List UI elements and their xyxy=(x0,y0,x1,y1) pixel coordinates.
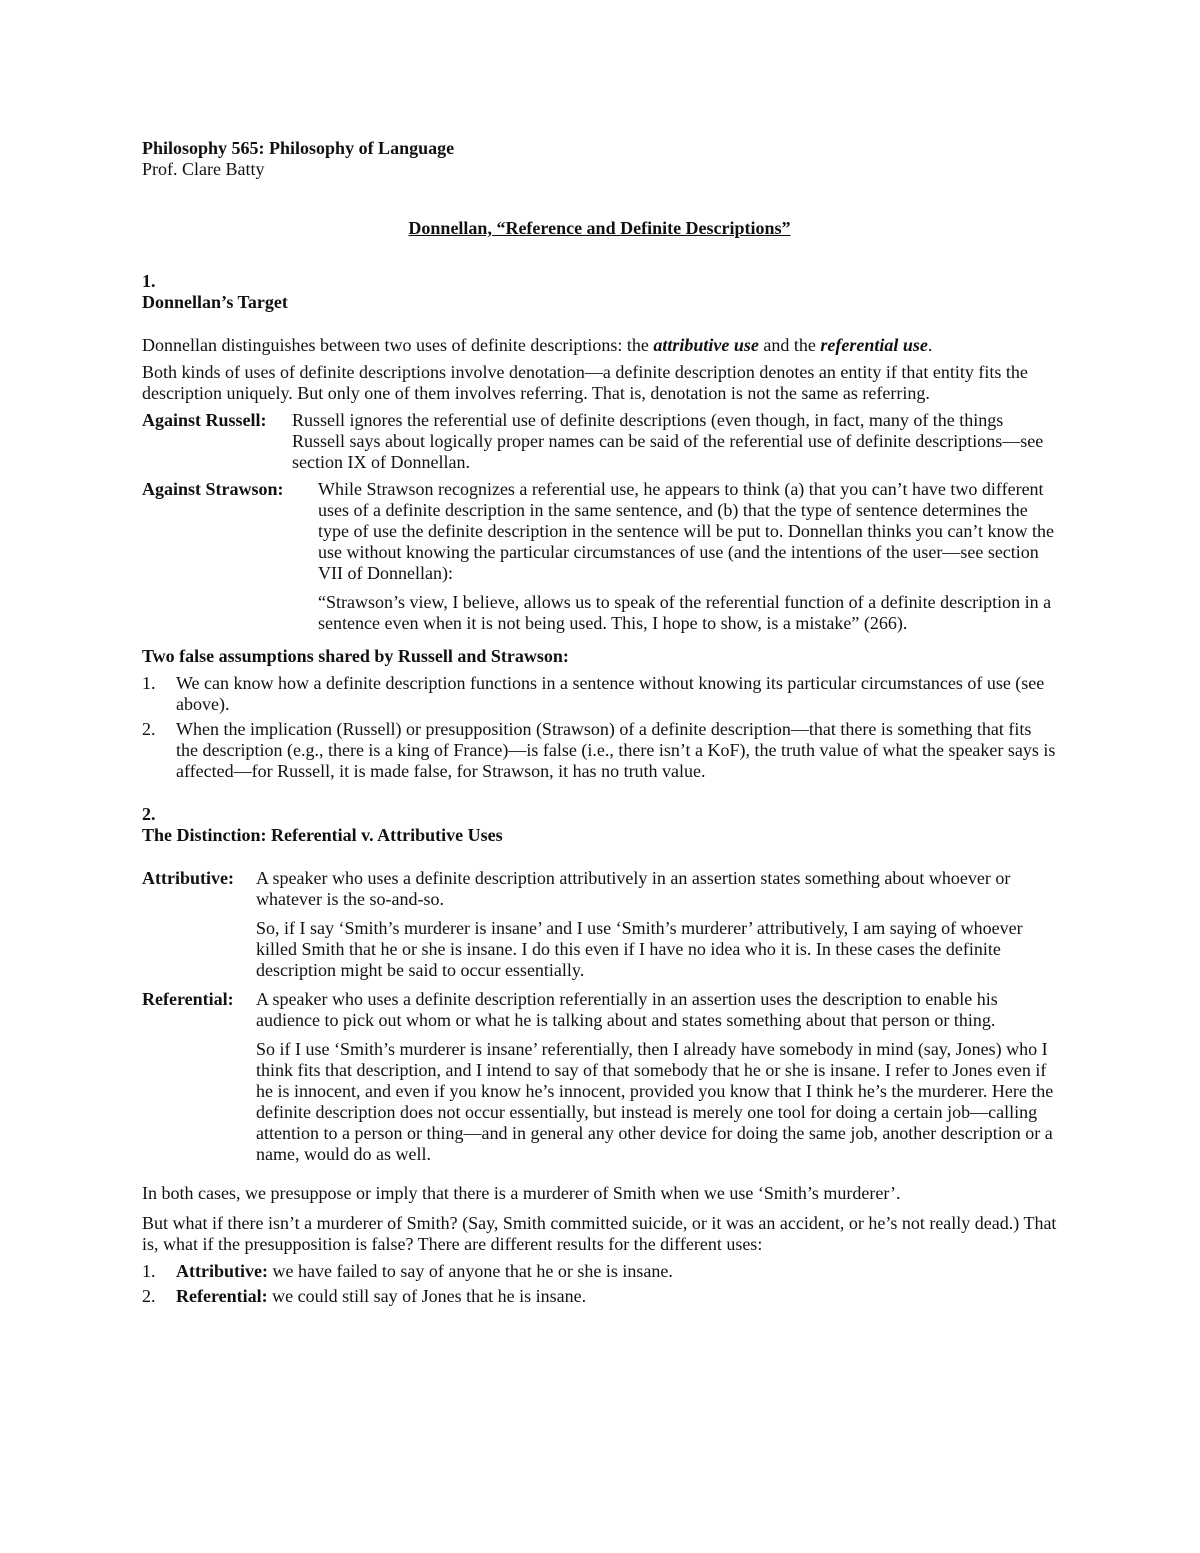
section-1-intro xyxy=(142,335,1057,356)
document-title: Donnellan, “Reference and Definite Descriptions” xyxy=(408,218,791,238)
list-text: We can know how a definite description functions in a sentence without knowing its particular circumstances of use (see above). xyxy=(176,673,1045,714)
result-label: Referential: xyxy=(176,1286,268,1306)
list-item xyxy=(142,1286,1057,1307)
section-2-number: 2. xyxy=(142,804,156,824)
attributive-definition-text: A speaker who uses a definite description attributively in an assertion states something about whoever or whatever is the so-and-so. xyxy=(256,868,1011,909)
result-label: Attributive: xyxy=(176,1261,268,1281)
against-strawson-text: While Strawson recognizes a referential use, he appears to think (a) that you can’t have two different uses of a definite description in the same sentence, and (b) that the type of sentence determines the type of use the definite description in the sentence will be put to. Donnellan thinks you can’t know the use without knowing the particular circumstances of use (and the intentions of the user—see section VII of Donnellan): xyxy=(318,479,1054,583)
against-strawson-label: Against Strawson: xyxy=(142,479,284,499)
list-number: 2. xyxy=(142,719,156,739)
referential-use-term: referential use xyxy=(820,335,928,355)
section-1-number: 1. xyxy=(142,271,156,291)
list-item xyxy=(142,673,1057,715)
intro-prefix: Donnellan distinguishes between two uses of definite descriptions: the xyxy=(142,335,654,355)
professor-name: Prof. Clare Batty xyxy=(142,159,265,179)
referential-definition xyxy=(142,989,1057,1165)
attributive-use-term: attributive use xyxy=(653,335,759,355)
denotation-paragraph: Both kinds of uses of definite descriptions involve denotation—a definite description denotes an entity if that entity fits the description uniquely. But only one of them involves referring. That is, denotation is not the same as referring. xyxy=(142,362,1028,403)
false-assumptions-heading: Two false assumptions shared by Russell and Strawson: xyxy=(142,646,569,666)
list-number: 2. xyxy=(142,1286,156,1306)
list-text: When the implication (Russell) or presupposition (Strawson) of a definite description—that there is something that fits the description (e.g., there is a king of France)—is false (i.e., there isn’t a KoF), the truth value of what the speaker says is affected—for Russell, it is made false, for Strawson, it has no truth value. xyxy=(176,719,1056,781)
referential-label: Referential: xyxy=(142,989,234,1009)
results-list xyxy=(142,1261,1057,1307)
against-russell-text: Russell ignores the referential use of definite descriptions (even though, in fact, many of the things Russell says about logically proper names can be said of the referential use of definite descriptions—see section IX of Donnellan. xyxy=(292,410,1044,472)
intro-mid: and the xyxy=(758,335,821,355)
list-number: 1. xyxy=(142,1261,156,1281)
list-item xyxy=(142,719,1057,782)
strawson-quote: “Strawson’s view, I believe, allows us to speak of the referential function of a definite description in a sentence even when it is not being used. This, I hope to show, is a mistake” (266). xyxy=(318,592,1052,633)
attributive-label: Attributive: xyxy=(142,868,234,888)
result-text: we could still say of Jones that he is insane. xyxy=(267,1286,587,1306)
against-strawson xyxy=(142,479,1057,634)
intro-suffix: . xyxy=(927,335,933,355)
course-title: Philosophy 565: Philosophy of Language xyxy=(142,138,455,158)
what-if-paragraph: But what if there isn’t a murderer of Smith? (Say, Smith committed suicide, or it was an accident, or he’s not really dead.) That is, what if the presupposition is false? There are different results for the different uses: xyxy=(142,1213,1057,1254)
attributive-definition xyxy=(142,868,1057,981)
list-item xyxy=(142,1261,1057,1282)
document-page xyxy=(142,138,1057,1307)
attributive-example-text: So, if I say ‘Smith’s murderer is insane’ and I use ‘Smith’s murderer’ attributively, I am saying of whoever killed Smith that he or she is insane. I do this even if I have no idea who it is. In these cases the definite description might be said to occur essentially. xyxy=(256,918,1023,980)
result-text: we have failed to say of anyone that he or she is insane. xyxy=(267,1261,673,1281)
referential-example-text: So if I use ‘Smith’s murderer is insane’ referentially, then I already have somebody in mind (say, Jones) who I think fits that description, and I intend to say of that somebody that he or she is insane. I refer to Jones even if he is innocent, and even if you know he’s innocent, provided you know that I think he’s the murderer. Here the definite description does not occur essentially, but instead is merely one tool for doing a certain job—calling attention to a person or thing—and in general any other device for doing the same job, another description or a name, would do as well. xyxy=(256,1039,1054,1164)
against-russell-label: Against Russell: xyxy=(142,410,267,430)
false-assumptions-list xyxy=(142,673,1057,782)
section-2-heading: The Distinction: Referential v. Attributive Uses xyxy=(142,825,503,845)
against-russell xyxy=(142,410,1057,473)
section-1-heading: Donnellan’s Target xyxy=(142,292,288,312)
both-cases-paragraph: In both cases, we presuppose or imply that there is a murderer of Smith when we use ‘Smith’s murderer’. xyxy=(142,1183,901,1203)
list-number: 1. xyxy=(142,673,156,693)
referential-definition-text: A speaker who uses a definite description referentially in an assertion uses the description to enable his audience to pick out whom or what he is talking about and states something about that person or thing. xyxy=(256,989,998,1030)
